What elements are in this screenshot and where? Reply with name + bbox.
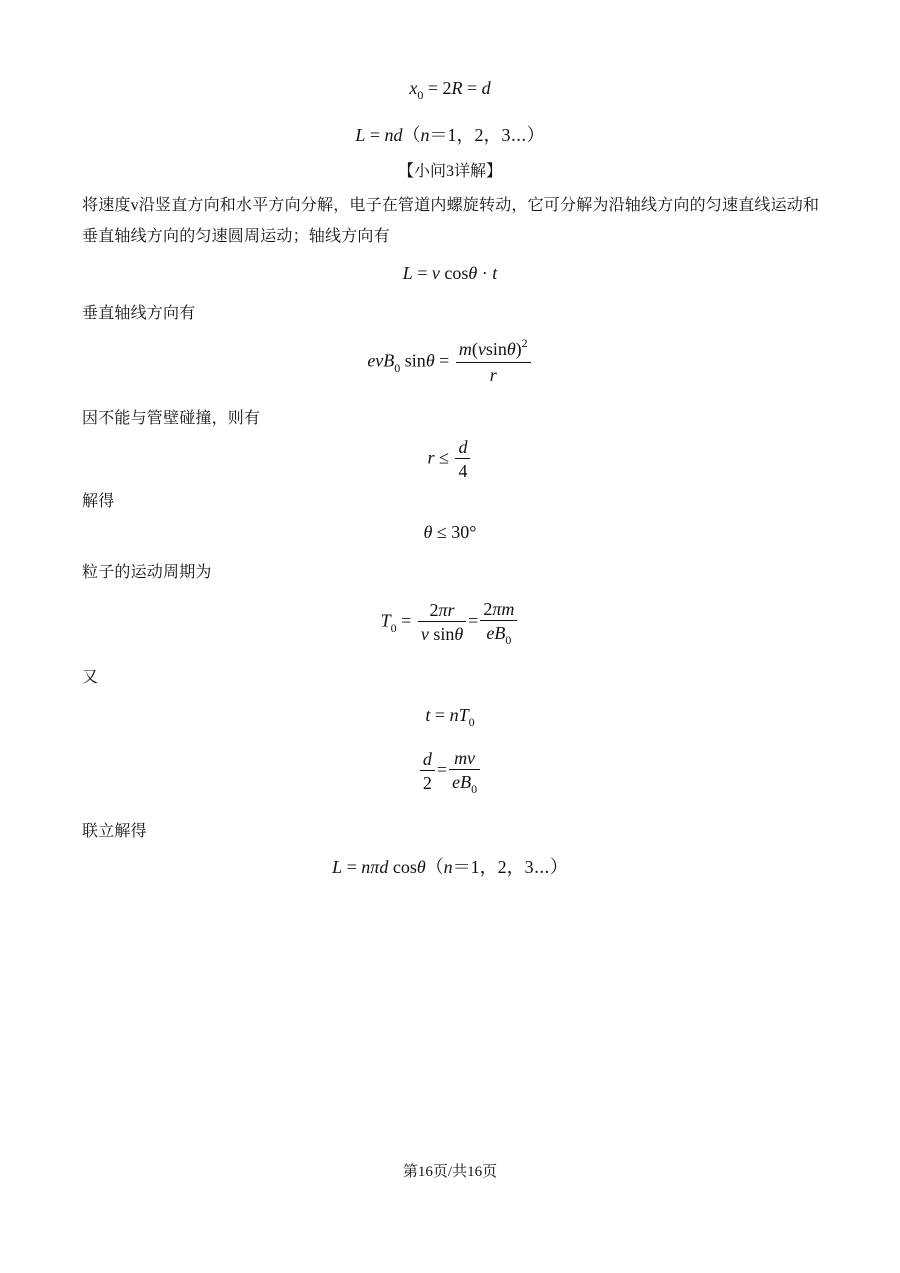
equation-L-nd: L = nd（n＝1，2，3⋯） bbox=[355, 125, 545, 145]
paragraph-combine: 联立解得 bbox=[82, 823, 147, 840]
paragraph-no-collision: 因不能与管壁碰撞，则有 bbox=[82, 410, 261, 427]
fraction: $\frac{2\pi m}{eB_0}$ bbox=[480, 598, 517, 647]
equation-force: evB$_0$ sinθ = $\frac{m(vsin\theta)^2}{r}$ bbox=[0, 338, 900, 387]
paragraph-line: 垂直轴线方向的匀速圆周运动；轴线方向有 bbox=[82, 228, 390, 245]
paragraph-also: 又 bbox=[82, 669, 99, 686]
paragraph-decomposition bbox=[82, 190, 822, 252]
page-footer: 第16页/共16页 bbox=[402, 1164, 498, 1180]
equation-t: $t = nT_0$ bbox=[425, 705, 475, 729]
fraction: $\frac{d}{4}$ bbox=[455, 436, 470, 483]
equation-r-le: r ≤ $\frac{d}{4}$ bbox=[0, 436, 900, 483]
fraction: $\frac{d}{2}$ bbox=[420, 748, 435, 795]
equation-final: L = nπd cosθ（n＝1，2，3⋯） bbox=[332, 857, 568, 877]
equation-theta: θ ≤ 30° bbox=[423, 522, 477, 542]
equation-radius: $\frac{d}{2}$ = $\frac{mv}{eB_0}$ bbox=[0, 747, 900, 796]
paragraph-period: 粒子的运动周期为 bbox=[82, 564, 212, 581]
fraction: $\frac{m(vsin\theta)^2}{r}$ bbox=[456, 338, 531, 387]
fraction: $\frac{2\pi r}{\text{v sinθ}}$ bbox=[418, 599, 466, 646]
paragraph-solve: 解得 bbox=[82, 493, 115, 510]
section-heading: 【小问3详解】 bbox=[397, 163, 502, 180]
equation-period: $T_0$ = $\frac{2\pi r}{\text{v sinθ}}$ = $\frac{2\pi m}{eB_0}$ bbox=[0, 598, 900, 647]
paragraph-perpendicular: 垂直轴线方向有 bbox=[82, 305, 196, 322]
fraction: $\frac{mv}{eB_0}$ bbox=[449, 747, 480, 796]
paragraph-line: 将速度v沿竖直方向和水平方向分解，电子在管道内螺旋转动，它可分解为沿轴线方向的匀速直线运动和 bbox=[82, 197, 820, 214]
equation-x0: $x_0 = 2R = d$ bbox=[409, 78, 491, 102]
equation-L-vcos: L = v cosθ · t bbox=[402, 263, 498, 283]
